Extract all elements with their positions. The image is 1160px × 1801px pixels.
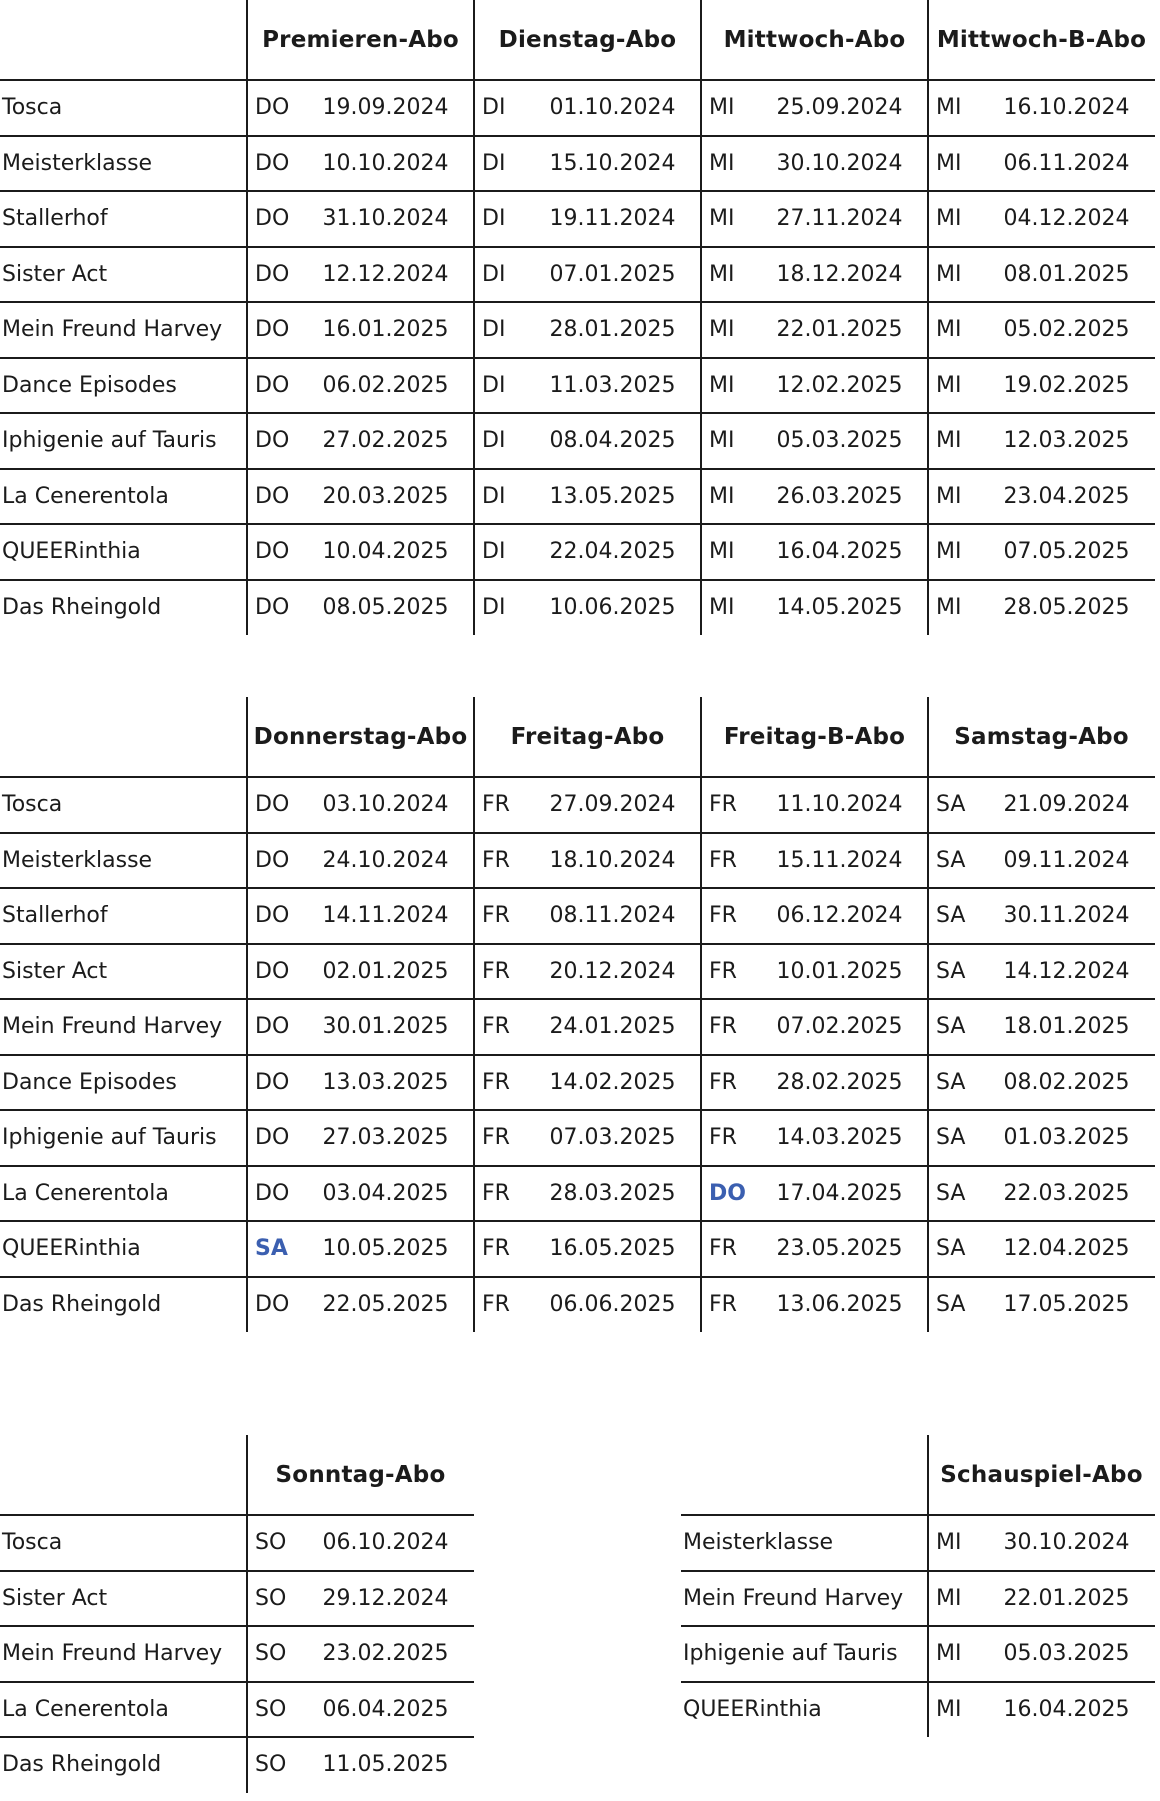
weekday-label: SA (936, 958, 966, 984)
production-title: Iphigenie auf Tauris (2, 1125, 217, 1151)
performance-date: 28.05.2025 (1003, 594, 1130, 620)
performance-date: 22.05.2025 (322, 1291, 449, 1317)
performance-date: 29.12.2024 (322, 1585, 449, 1611)
performance-date: 24.10.2024 (322, 847, 449, 873)
performance-date: 30.01.2025 (322, 1014, 449, 1040)
weekday-label: FR (709, 792, 737, 818)
performance-date: 12.12.2024 (322, 261, 449, 287)
weekday-label: DI (482, 150, 506, 176)
performance-date: 02.01.2025 (322, 958, 449, 984)
production-title: QUEERinthia (2, 1236, 141, 1262)
weekday-label: DO (255, 317, 290, 343)
weekday-label: MI (936, 317, 962, 343)
performance-date: 11.10.2024 (776, 792, 903, 818)
weekday-label: MI (936, 95, 962, 121)
performance-date: 10.04.2025 (322, 539, 449, 565)
performance-date: 23.04.2025 (1003, 483, 1130, 509)
performance-date: 05.02.2025 (1003, 317, 1130, 343)
performance-date: 17.04.2025 (776, 1180, 903, 1206)
production-title: Mein Freund Harvey (683, 1585, 904, 1611)
performance-date: 12.02.2025 (776, 372, 903, 398)
performance-date: 08.01.2025 (1003, 261, 1130, 287)
performance-date: 15.10.2024 (549, 150, 676, 176)
performance-date: 28.01.2025 (549, 317, 676, 343)
weekday-label: FR (482, 1014, 510, 1040)
performance-date: 15.11.2024 (776, 847, 903, 873)
performance-date: 01.03.2025 (1003, 1125, 1130, 1151)
production-title: QUEERinthia (683, 1696, 822, 1722)
weekday-label: FR (482, 903, 510, 929)
performance-date: 22.04.2025 (549, 539, 676, 565)
production-title: Mein Freund Harvey (2, 1014, 223, 1040)
weekday-label: DI (482, 372, 506, 398)
weekday-label: FR (482, 1291, 510, 1317)
performance-date: 16.04.2025 (1003, 1696, 1130, 1722)
weekday-label: MI (936, 428, 962, 454)
performance-date: 08.05.2025 (322, 594, 449, 620)
performance-date: 27.02.2025 (322, 428, 449, 454)
weekday-label: DO (255, 1291, 290, 1317)
weekday-label: DO (255, 539, 290, 565)
weekday-label: DI (482, 95, 506, 121)
performance-date: 06.06.2025 (549, 1291, 676, 1317)
weekday-label: SA (936, 1180, 966, 1206)
weekday-label: DO (255, 903, 290, 929)
production-title: Iphigenie auf Tauris (2, 428, 217, 454)
performance-date: 04.12.2024 (1003, 206, 1130, 232)
performance-date: 18.01.2025 (1003, 1014, 1130, 1040)
column-header: Donnerstag-Abo (253, 724, 468, 750)
production-title: Das Rheingold (2, 1752, 162, 1778)
weekday-label: FR (482, 1180, 510, 1206)
weekday-label: FR (482, 1069, 510, 1095)
performance-date: 23.05.2025 (776, 1236, 903, 1262)
performance-date: 19.09.2024 (322, 95, 449, 121)
performance-date: 27.11.2024 (776, 206, 903, 232)
weekday-label: DI (482, 483, 506, 509)
column-header: Freitag-Abo (510, 724, 665, 750)
weekday-label: DI (482, 539, 506, 565)
performance-date: 28.03.2025 (549, 1180, 676, 1206)
performance-date: 14.11.2024 (322, 903, 449, 929)
weekday-label: DO (255, 847, 290, 873)
weekday-label: MI (936, 206, 962, 232)
performance-date: 07.05.2025 (1003, 539, 1130, 565)
weekday-label: FR (482, 1236, 510, 1262)
weekday-label: MI (709, 150, 735, 176)
weekday-label: MI (709, 95, 735, 121)
weekday-label: SA (936, 1125, 966, 1151)
weekday-label: FR (709, 958, 737, 984)
performance-date: 11.05.2025 (322, 1752, 449, 1778)
weekday-label: FR (709, 1236, 737, 1262)
production-title: La Cenerentola (2, 1696, 169, 1722)
performance-date: 20.12.2024 (549, 958, 676, 984)
performance-date: 05.03.2025 (776, 428, 903, 454)
weekday-label: DO (255, 483, 290, 509)
performance-date: 10.06.2025 (549, 594, 676, 620)
performance-date: 07.02.2025 (776, 1014, 903, 1040)
weekday-label: SO (255, 1530, 287, 1556)
weekday-label: SA (255, 1236, 288, 1262)
weekday-label: MI (936, 539, 962, 565)
weekday-label: FR (482, 1125, 510, 1151)
production-title: Tosca (2, 95, 63, 121)
performance-date: 21.09.2024 (1003, 792, 1130, 818)
weekday-label: SO (255, 1696, 287, 1722)
weekday-label: MI (936, 261, 962, 287)
weekday-label: DO (709, 1180, 746, 1206)
weekday-label: FR (709, 1125, 737, 1151)
performance-date: 30.10.2024 (776, 150, 903, 176)
performance-date: 30.10.2024 (1003, 1530, 1130, 1556)
performance-date: 14.12.2024 (1003, 958, 1130, 984)
weekday-label: DO (255, 206, 290, 232)
weekday-label: SO (255, 1585, 287, 1611)
weekday-label: MI (936, 483, 962, 509)
weekday-label: DI (482, 594, 506, 620)
performance-date: 22.01.2025 (1003, 1585, 1130, 1611)
weekday-label: DI (482, 206, 506, 232)
column-divider (246, 697, 248, 1332)
column-header: Mittwoch-Abo (723, 27, 906, 53)
weekday-label: DI (482, 428, 506, 454)
performance-date: 10.10.2024 (322, 150, 449, 176)
production-title: Sister Act (2, 261, 108, 287)
performance-date: 25.09.2024 (776, 95, 903, 121)
weekday-label: MI (709, 317, 735, 343)
weekday-label: DO (255, 1014, 290, 1040)
production-title: Dance Episodes (2, 1069, 177, 1095)
production-title: Sister Act (2, 1585, 108, 1611)
column-divider (246, 0, 248, 635)
weekday-label: FR (482, 792, 510, 818)
weekday-label: SA (936, 1236, 966, 1262)
performance-date: 22.03.2025 (1003, 1180, 1130, 1206)
column-header: Sonntag-Abo (275, 1462, 446, 1488)
weekday-label: DO (255, 1069, 290, 1095)
production-title: Iphigenie auf Tauris (683, 1641, 898, 1667)
performance-date: 06.04.2025 (322, 1696, 449, 1722)
weekday-label: FR (482, 958, 510, 984)
performance-date: 31.10.2024 (322, 206, 449, 232)
weekday-label: FR (482, 847, 510, 873)
weekday-label: MI (936, 594, 962, 620)
performance-date: 10.05.2025 (322, 1236, 449, 1262)
column-header: Samstag-Abo (954, 724, 1129, 750)
weekday-label: FR (709, 1014, 737, 1040)
production-title: Meisterklasse (2, 150, 153, 176)
weekday-label: MI (709, 372, 735, 398)
production-title: Meisterklasse (2, 847, 153, 873)
performance-date: 05.03.2025 (1003, 1641, 1130, 1667)
performance-date: 13.06.2025 (776, 1291, 903, 1317)
performance-date: 10.01.2025 (776, 958, 903, 984)
weekday-label: MI (709, 594, 735, 620)
column-divider (473, 697, 475, 1332)
performance-date: 06.11.2024 (1003, 150, 1130, 176)
performance-date: 23.02.2025 (322, 1641, 449, 1667)
weekday-label: MI (709, 428, 735, 454)
performance-date: 18.12.2024 (776, 261, 903, 287)
production-title: Das Rheingold (2, 1291, 162, 1317)
production-title: Tosca (2, 792, 63, 818)
performance-date: 13.05.2025 (549, 483, 676, 509)
weekday-label: MI (709, 206, 735, 232)
performance-date: 19.02.2025 (1003, 372, 1130, 398)
column-divider (473, 0, 475, 635)
performance-date: 13.03.2025 (322, 1069, 449, 1095)
performance-date: 03.04.2025 (322, 1180, 449, 1206)
performance-date: 16.04.2025 (776, 539, 903, 565)
column-divider (700, 0, 702, 635)
weekday-label: MI (709, 539, 735, 565)
performance-date: 20.03.2025 (322, 483, 449, 509)
performance-date: 06.02.2025 (322, 372, 449, 398)
production-title: Meisterklasse (683, 1530, 834, 1556)
performance-date: 12.04.2025 (1003, 1236, 1130, 1262)
weekday-label: DI (482, 261, 506, 287)
weekday-label: SA (936, 792, 966, 818)
column-divider (700, 697, 702, 1332)
weekday-label: MI (936, 1696, 962, 1722)
performance-date: 16.05.2025 (549, 1236, 676, 1262)
weekday-label: DO (255, 792, 290, 818)
weekday-label: SA (936, 1014, 966, 1040)
performance-date: 07.03.2025 (549, 1125, 676, 1151)
performance-date: 01.10.2024 (549, 95, 676, 121)
column-header: Mittwoch-B-Abo (936, 27, 1147, 53)
column-divider (927, 697, 929, 1332)
performance-date: 06.10.2024 (322, 1530, 449, 1556)
weekday-label: DO (255, 1125, 290, 1151)
performance-date: 26.03.2025 (776, 483, 903, 509)
weekday-label: MI (936, 150, 962, 176)
weekday-label: FR (709, 903, 737, 929)
production-title: Sister Act (2, 958, 108, 984)
column-header: Dienstag-Abo (498, 27, 677, 53)
column-divider (927, 0, 929, 635)
production-title: Das Rheingold (2, 594, 162, 620)
weekday-label: FR (709, 1069, 737, 1095)
performance-date: 27.03.2025 (322, 1125, 449, 1151)
performance-date: 14.05.2025 (776, 594, 903, 620)
performance-date: 08.11.2024 (549, 903, 676, 929)
performance-date: 09.11.2024 (1003, 847, 1130, 873)
performance-date: 03.10.2024 (322, 792, 449, 818)
weekday-label: MI (936, 1641, 962, 1667)
weekday-label: DO (255, 150, 290, 176)
weekday-label: SA (936, 1069, 966, 1095)
weekday-label: DO (255, 261, 290, 287)
weekday-label: SA (936, 847, 966, 873)
production-title: QUEERinthia (2, 539, 141, 565)
weekday-label: DO (255, 1180, 290, 1206)
weekday-label: DO (255, 95, 290, 121)
performance-date: 11.03.2025 (549, 372, 676, 398)
performance-date: 22.01.2025 (776, 317, 903, 343)
column-header: Premieren-Abo (262, 27, 459, 53)
performance-date: 16.10.2024 (1003, 95, 1130, 121)
performance-date: 30.11.2024 (1003, 903, 1130, 929)
production-title: Mein Freund Harvey (2, 317, 223, 343)
performance-date: 19.11.2024 (549, 206, 676, 232)
performance-date: 07.01.2025 (549, 261, 676, 287)
performance-date: 14.03.2025 (776, 1125, 903, 1151)
column-header: Schauspiel-Abo (940, 1462, 1143, 1488)
performance-date: 24.01.2025 (549, 1014, 676, 1040)
weekday-label: DI (482, 317, 506, 343)
performance-date: 27.09.2024 (549, 792, 676, 818)
production-title: Mein Freund Harvey (2, 1641, 223, 1667)
weekday-label: SA (936, 1291, 966, 1317)
performance-date: 28.02.2025 (776, 1069, 903, 1095)
weekday-label: DO (255, 428, 290, 454)
weekday-label: SO (255, 1641, 287, 1667)
weekday-label: MI (709, 483, 735, 509)
performance-date: 12.03.2025 (1003, 428, 1130, 454)
weekday-label: DO (255, 594, 290, 620)
production-title: Stallerhof (2, 206, 108, 232)
weekday-label: DO (255, 372, 290, 398)
weekday-label: FR (709, 1291, 737, 1317)
weekday-label: MI (709, 261, 735, 287)
production-title: La Cenerentola (2, 1180, 169, 1206)
production-title: Stallerhof (2, 903, 108, 929)
performance-date: 16.01.2025 (322, 317, 449, 343)
production-title: La Cenerentola (2, 483, 169, 509)
weekday-label: DO (255, 958, 290, 984)
weekday-label: SO (255, 1752, 287, 1778)
production-title: Dance Episodes (2, 372, 177, 398)
column-header: Freitag-B-Abo (723, 724, 906, 750)
performance-date: 14.02.2025 (549, 1069, 676, 1095)
performance-date: 08.04.2025 (549, 428, 676, 454)
performance-date: 17.05.2025 (1003, 1291, 1130, 1317)
performance-date: 08.02.2025 (1003, 1069, 1130, 1095)
weekday-label: MI (936, 1530, 962, 1556)
weekday-label: SA (936, 903, 966, 929)
weekday-label: FR (709, 847, 737, 873)
performance-date: 18.10.2024 (549, 847, 676, 873)
weekday-label: MI (936, 372, 962, 398)
performance-date: 06.12.2024 (776, 903, 903, 929)
production-title: Tosca (2, 1530, 63, 1556)
weekday-label: MI (936, 1585, 962, 1611)
